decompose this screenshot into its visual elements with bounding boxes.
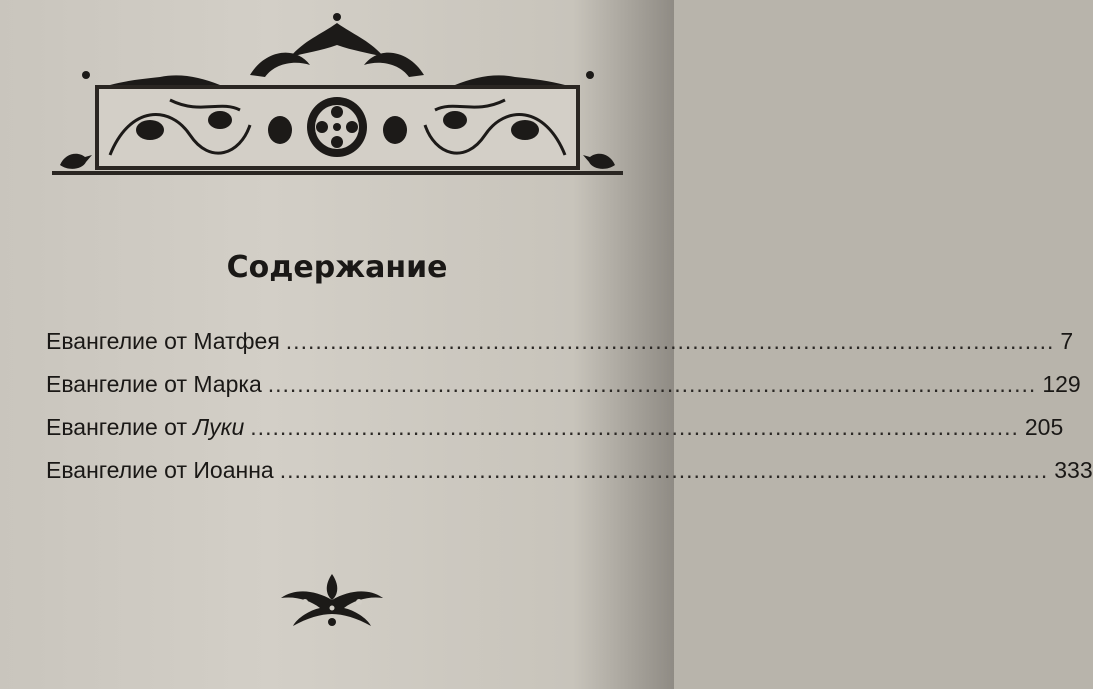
toc-entry-luke[interactable] xyxy=(46,414,1064,457)
page-title: Содержание xyxy=(226,250,448,285)
toc-page-number: 205 xyxy=(1024,414,1064,440)
toc-entry-matthew[interactable] xyxy=(46,328,1074,371)
toc-page-number: 333 xyxy=(1054,457,1093,483)
table-of-contents xyxy=(46,328,1093,500)
toc-entry-label: Евангелие от Матфея xyxy=(46,328,280,354)
leader-dots: ........................................................................................................ xyxy=(250,414,1019,440)
leader-dots: ........................................................................................................ xyxy=(267,371,1037,397)
toc-entry-label: Евангелие от Луки xyxy=(46,414,245,440)
toc-entry-mark[interactable] xyxy=(46,371,1081,414)
decorative-tailpiece-ornament xyxy=(275,570,390,630)
toc-entry-john[interactable] xyxy=(46,457,1093,500)
leader-dots: ........................................................................................................ xyxy=(285,328,1055,354)
decorative-headpiece-ornament xyxy=(50,5,625,180)
leader-dots: ........................................................................................................ xyxy=(279,457,1049,483)
toc-page-number: 7 xyxy=(1060,328,1074,354)
toc-entry-label: Евангелие от Марка xyxy=(46,371,262,397)
toc-entry-label: Евангелие от Иоанна xyxy=(46,457,274,483)
toc-page-number: 129 xyxy=(1042,371,1081,397)
